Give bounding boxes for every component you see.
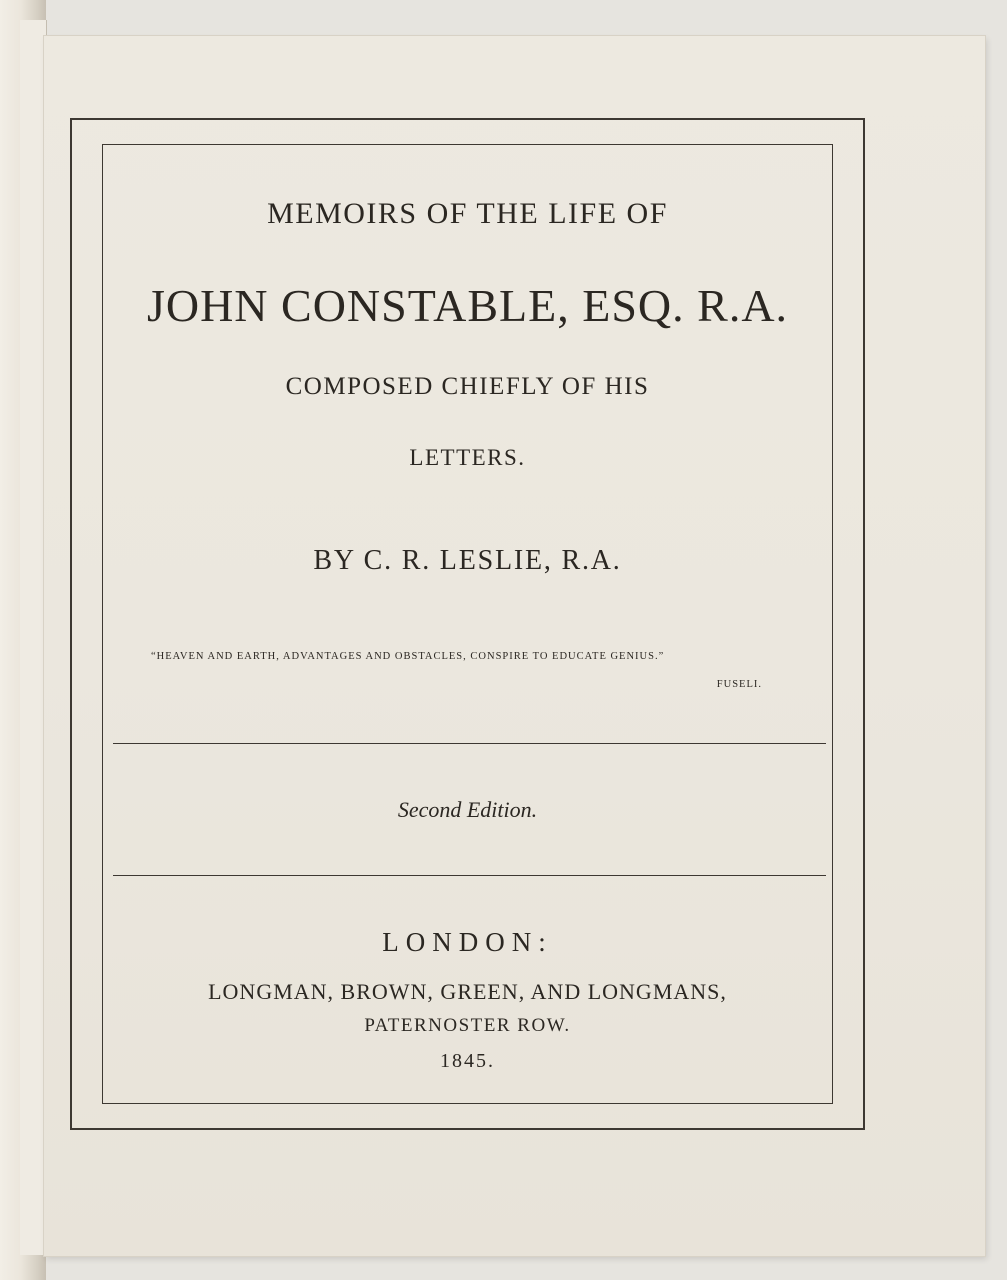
outer-border-frame [70, 118, 865, 1130]
title-line-1: MEMOIRS OF THE LIFE OF [267, 197, 668, 230]
epigraph-quote: “HEAVEN AND EARTH, ADVANTAGES AND OBSTACLES, CONSPIRE TO EDUCATE GENIUS.” [151, 651, 665, 662]
subtitle-line-2: LETTERS. [409, 445, 526, 470]
divider-rule-bottom [113, 875, 826, 876]
imprint-city: LONDON: [382, 927, 553, 957]
title-page [44, 36, 985, 1256]
book-spine-edge [20, 20, 47, 1255]
subtitle-line-1: COMPOSED CHIEFLY OF HIS [285, 373, 650, 400]
edition-label: Second Edition. [397, 797, 538, 822]
divider-rule-top [113, 743, 826, 744]
inner-border-frame [102, 144, 833, 1104]
imprint-publisher: LONGMAN, BROWN, GREEN, AND LONGMANS, [208, 979, 727, 1004]
author-line: BY C. R. LESLIE, R.A. [313, 545, 622, 576]
title-main: JOHN CONSTABLE, ESQ. R.A. [146, 280, 789, 331]
imprint-year: 1845. [440, 1050, 495, 1072]
imprint-address: PATERNOSTER ROW. [364, 1015, 571, 1036]
epigraph-attribution: FUSELI. [716, 679, 762, 690]
